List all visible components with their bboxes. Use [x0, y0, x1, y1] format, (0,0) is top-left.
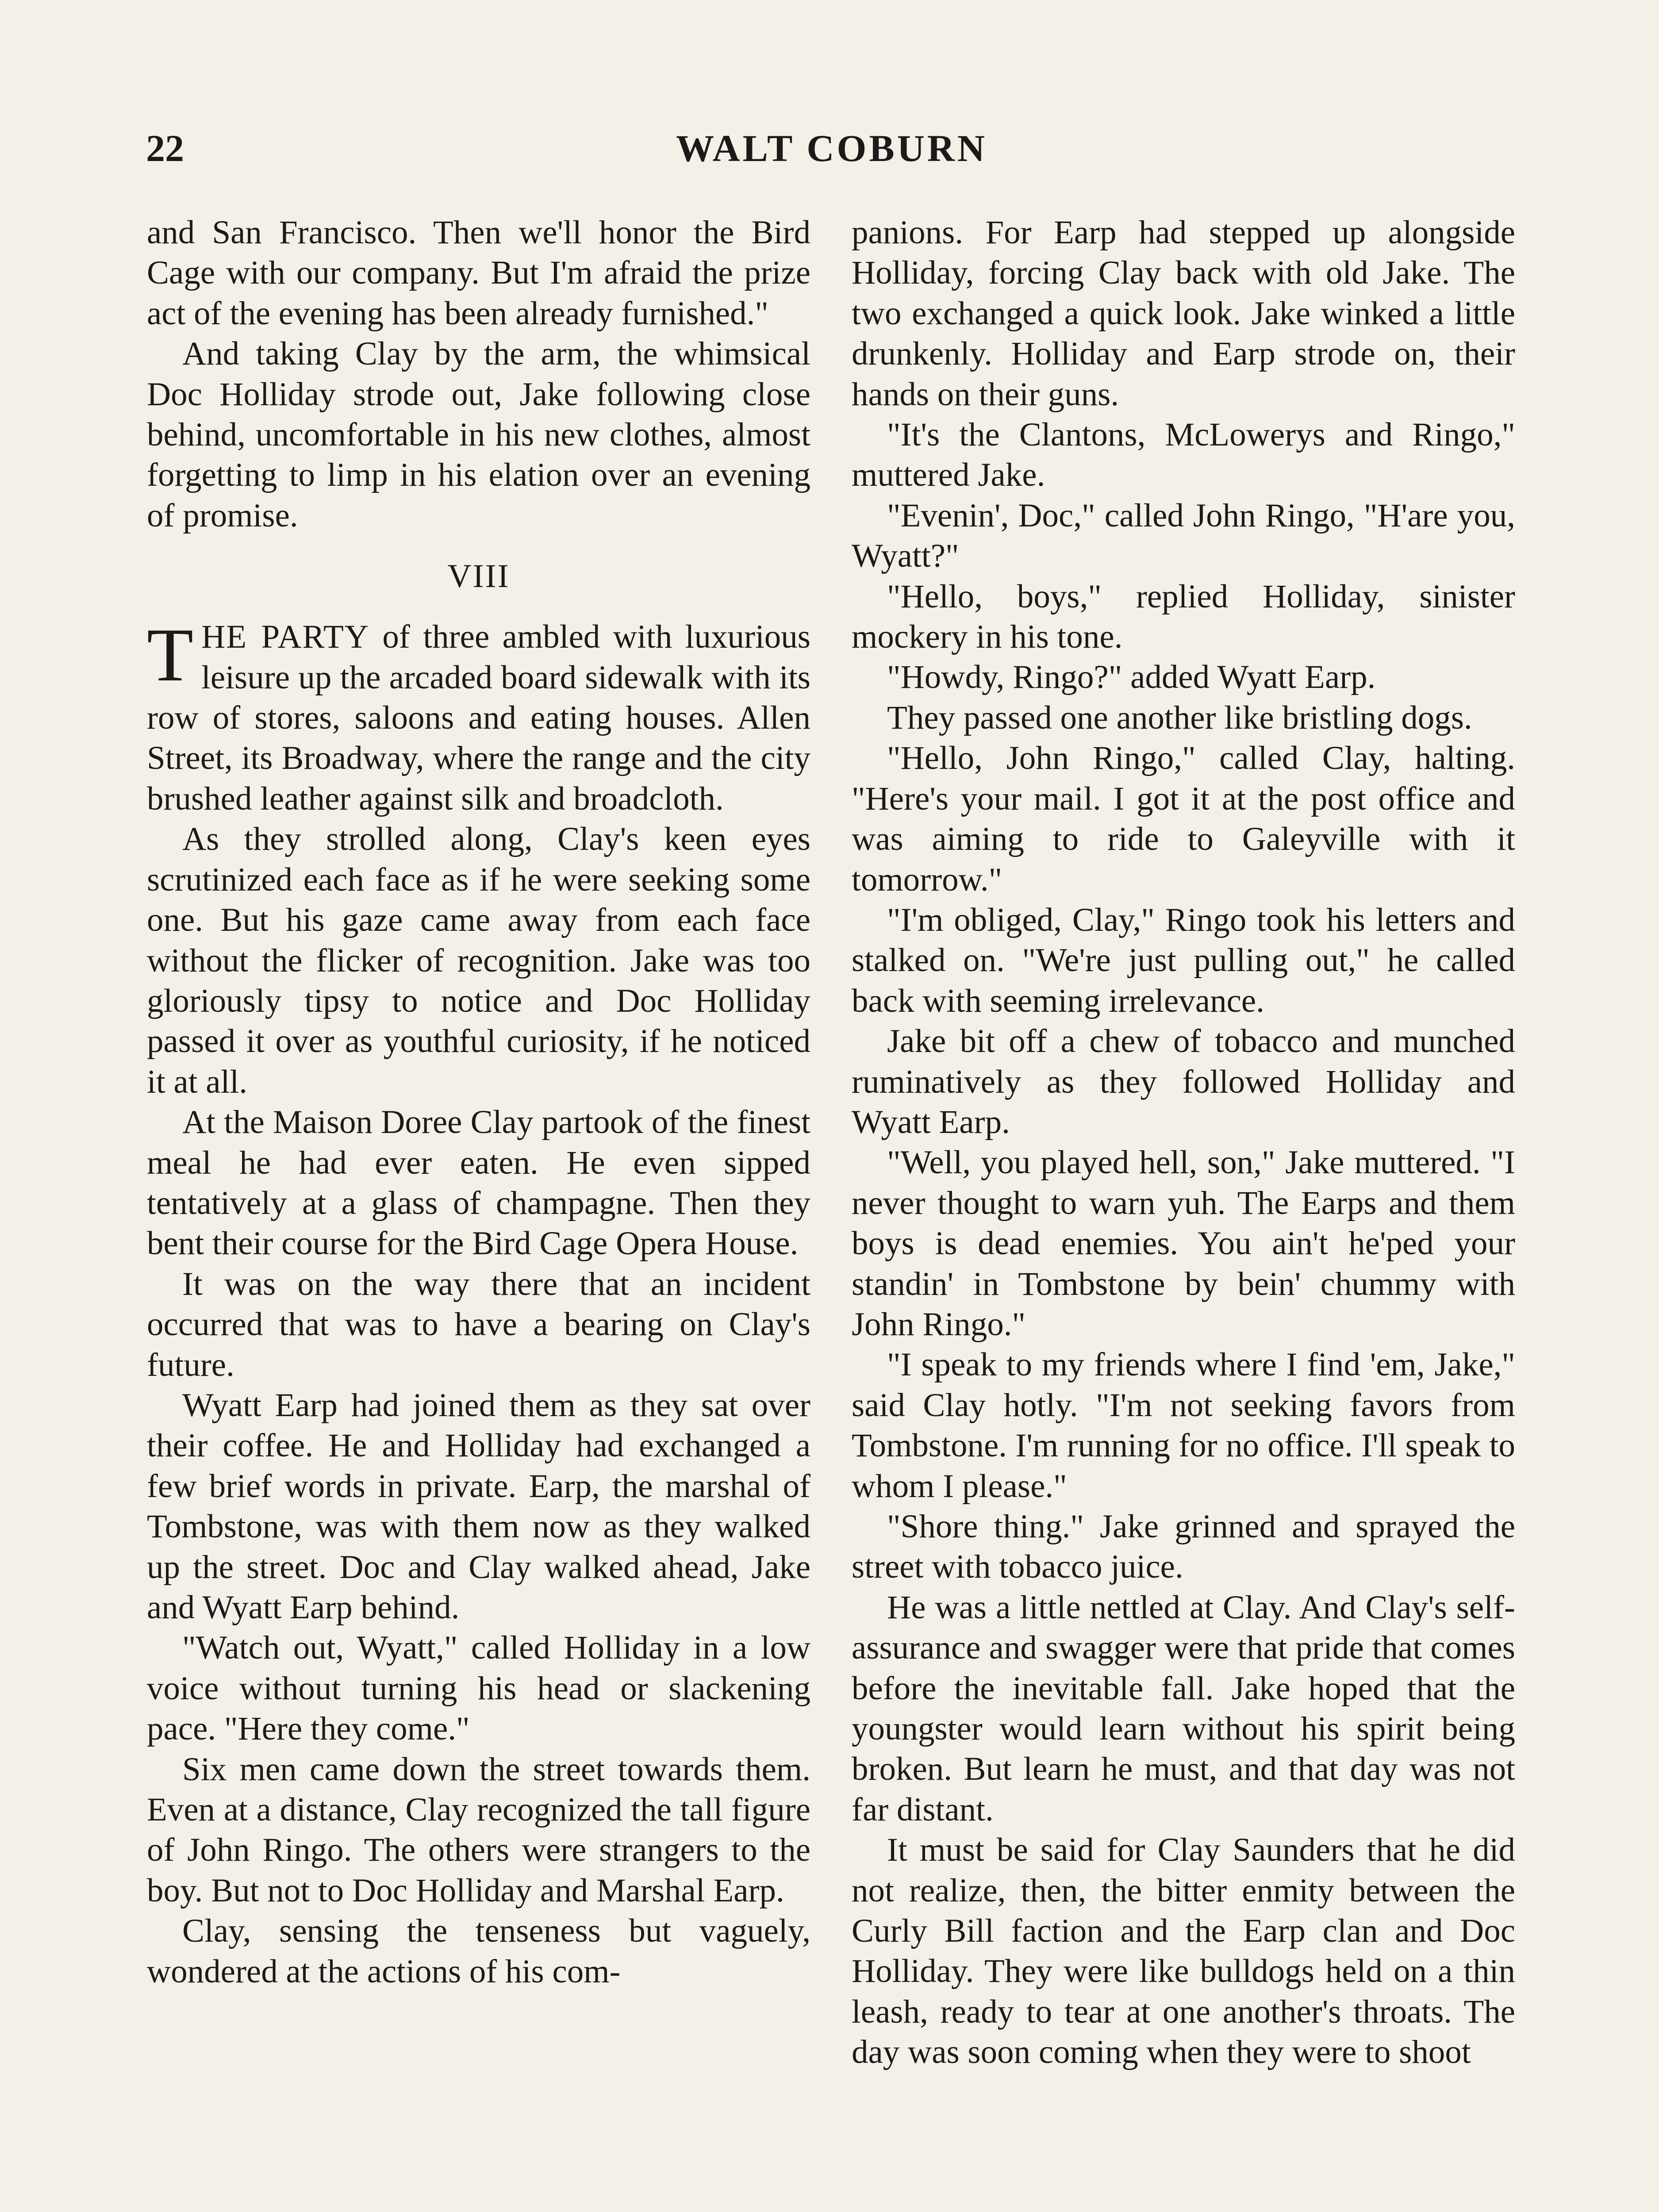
- opening-text: of three ambled with luxurious leisure up the arcaded board sidewalk with its row of stores, saloons and eating houses. Allen Street, its Broadway, where the range and the city brushed leather against silk and broadcloth.: [147, 618, 810, 817]
- paragraph: "Well, you played hell, son," Jake muttered. "I never thought to warn yuh. The Earps and them boys is dead enemies. You ain't he'ped your standin' in Tombstone by bein' chummy with John Ringo.": [852, 1144, 1515, 1343]
- paragraph: "Hello, John Ringo," called Clay, halting. "Here's your mail. I got it at the post office and was aiming to ride to Galeyville with it tomorrow.": [852, 740, 1515, 898]
- paragraph: "Howdy, Ringo?" added Wyatt Earp.: [887, 659, 1376, 696]
- right-column: [852, 212, 1515, 2073]
- paragraph: "I'm obliged, Clay," Ringo took his letters and stalked on. "We're just pulling out," he called back with seeming irrelevance.: [852, 901, 1515, 1019]
- page-header: [146, 119, 1517, 177]
- paragraph: and San Francisco. Then we'll honor the Bird Cage with our company. But I'm afraid the prize act of the evening has been already furnished.": [147, 214, 810, 332]
- paragraph: And taking Clay by the arm, the whimsical Doc Holliday strode out, Jake following close behind, uncomfortable in his new clothes, almost forgetting to limp in his elation over an evening of promise.: [147, 335, 810, 534]
- paragraph: Six men came down the street towards them. Even at a distance, Clay recognized the tall figure of John Ringo. The others were strangers to the boy. But not to Doc Holliday and Marshal Earp.: [147, 1751, 810, 1909]
- running-title: WALT COBURN: [676, 127, 988, 169]
- drop-cap: T: [147, 613, 194, 698]
- paragraph: "Hello, boys," replied Holliday, sinister mockery in his tone.: [852, 578, 1515, 656]
- paragraph: Wyatt Earp had joined them as they sat over their coffee. He and Holliday had exchanged a few brief words in private. Earp, the marshal of Tombstone, was with them now as they walked up the street. Doc and Clay walked ahead, Jake and Wyatt Earp behind.: [147, 1386, 810, 1626]
- paragraph: As they strolled along, Clay's keen eyes scrutinized each face as if he were seeking some one. But his gaze came away from each face without the flicker of recognition. Jake was too gloriously tipsy to notice and Doc Holliday passed it over as youthful curiosity, if he noticed it at all.: [147, 821, 810, 1100]
- paragraph: "Evenin', Doc," called John Ringo, "H'are you, Wyatt?": [852, 497, 1515, 575]
- paragraph: "Shore thing." Jake grinned and sprayed the street with tobacco juice.: [852, 1508, 1515, 1586]
- paragraph: They passed one another like bristling dogs.: [887, 699, 1472, 736]
- paragraph: At the Maison Doree Clay partook of the finest meal he had ever eaten. He even sipped tentatively at a glass of champagne. Then they bent their course for the Bird Cage Opera House.: [147, 1104, 810, 1262]
- paragraph: Clay, sensing the tenseness but vaguely, wondered at the actions of his com-: [147, 1912, 810, 1990]
- paragraph: It must be said for Clay Saunders that he did not realize, then, the bitter enmity between the Curly Bill faction and the Earp clan and Doc Holliday. They were like bulldogs held on a thin leash, ready to tear at one another's throats. The day was soon coming when they were to shoot: [852, 1832, 1515, 2071]
- left-column: [147, 212, 810, 1992]
- paragraph: "I speak to my friends where I find 'em, Jake," said Clay hotly. "I'm not seeking favors from Tombstone. I'm running for no office. I'll speak to whom I please.": [852, 1346, 1515, 1505]
- paragraph: "Watch out, Wyatt," called Holliday in a low voice without turning his head or slackening pace. "Here they come.": [147, 1629, 810, 1747]
- paragraph: "It's the Clantons, McLowerys and Ringo," muttered Jake.: [852, 416, 1515, 494]
- lead-in-caps: HE PARTY: [201, 618, 369, 656]
- page-number: 22: [146, 127, 184, 169]
- opening-paragraph: [147, 613, 810, 819]
- paragraph: It was on the way there that an incident occurred that was to have a bearing on Clay's future.: [147, 1265, 810, 1383]
- section-number: VIII: [447, 558, 510, 595]
- paragraph: He was a little nettled at Clay. And Clay's self-assurance and swagger were that pride that comes before the inevitable fall. Jake hoped that the youngster would learn without his spirit being broken. But learn he must, and that day was not far distant.: [852, 1589, 1515, 1828]
- paragraph: panions. For Earp had stepped up alongside Holliday, forcing Clay back with old Jake. The two exchanged a quick look. Jake winked a little drunkenly. Holliday and Earp strode on, their hands on their guns.: [852, 214, 1515, 413]
- paragraph: Jake bit off a chew of tobacco and munched ruminatively as they followed Holliday and Wyatt Earp.: [852, 1023, 1515, 1141]
